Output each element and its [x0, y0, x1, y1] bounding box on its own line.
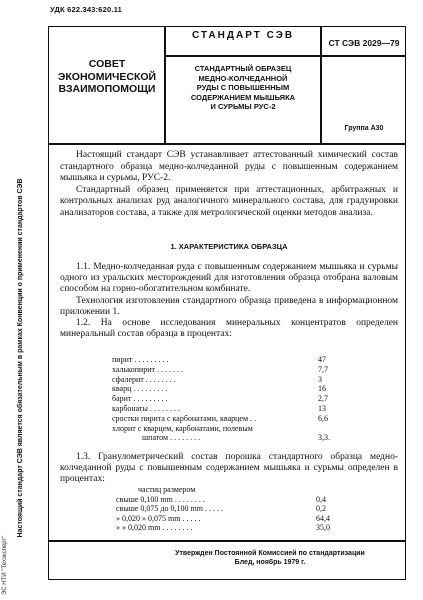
paragraph: Технология изготовления стандартного образца приведена в информационном приложении 1. — [60, 295, 398, 317]
sample-title-line: РУДЫ С ПОВЫШЕННЫМ — [196, 83, 290, 92]
header-bottom-rule — [48, 143, 406, 145]
approval-line: Блед, ноябрь 1979 г. — [234, 559, 306, 566]
mineral-name: сфалерит . . . . . . . . — [112, 374, 176, 384]
mineral-value: 16 — [318, 384, 326, 394]
mineral-value: 3 — [318, 374, 322, 384]
list-item — [112, 404, 352, 414]
list-item — [112, 365, 352, 375]
header-divider-horizontal — [164, 55, 406, 57]
mineral-value: 2,7 — [318, 394, 328, 404]
list-item — [116, 504, 366, 514]
mineral-name: шпатом . . . . . . . . — [142, 433, 201, 443]
mineral-name: барит . . . . . . . . . — [112, 394, 168, 404]
standard-title: СТАНДАРТ СЭВ — [191, 30, 295, 41]
sample-title — [168, 64, 318, 112]
mineral-value: 7,7 — [318, 364, 328, 374]
list-item — [112, 375, 352, 385]
header-divider-left — [164, 26, 166, 144]
particle-size-list — [116, 485, 366, 533]
sample-title-line: СТАНДАРТНЫЙ ОБРАЗЕЦ — [194, 64, 292, 73]
paragraph: 1.2. На основе исследования минеральных концентратов определен минеральный состав образца в процентах: — [60, 318, 398, 340]
paragraph: 1.3. Гранулометрический состав порошка стандартного образца медно-колчеданной руды с повышенным содержанием мышьяка и сурьмы определен в процентах: — [60, 452, 398, 485]
sample-title-line: МЕДНО-КОЛЧЕДАННОЙ — [198, 73, 288, 83]
fraction-value: 64,4 — [316, 513, 330, 523]
fraction-value: 0,2 — [316, 504, 326, 514]
vertical-mandatory-note-text: Настоящий стандарт СЭВ является обязательным в рамках Конвенции о применении стандартов СЭВ — [17, 178, 24, 538]
fraction-label: свыше 0,100 mm . . . . . . . . — [116, 494, 205, 504]
mineral-value: 47 — [318, 355, 326, 364]
council-name — [52, 58, 162, 96]
section1-text — [60, 262, 398, 340]
paragraph: 1.1. Медно-колчеданная руда с повышенным содержанием мышьяка и сурьмы одного из уральских месторождений для изготовления образца отобрана валовым способом на горно-обогатительном комбинате. — [60, 262, 398, 295]
mineral-value: 13 — [318, 403, 326, 413]
paragraph: Стандартный образец применяется при аттестационных, арбитражных и контрольных анализах руд аналогичного минерального состава, для градуировки анализаторов состава, а также для метрологической оценки методов анализа. — [60, 184, 398, 218]
footer-top-rule — [48, 540, 406, 542]
mineral-name: халькопирит . . . . . . . — [112, 364, 183, 374]
group-label: Группа А30 — [344, 125, 384, 132]
council-line: СОВЕТ — [88, 58, 126, 70]
fraction-label: свыше 0,075 до 0,100 mm . . . . . — [116, 504, 223, 514]
source-watermark — [0, 470, 10, 595]
udk-code: УДК 622.343:620.11 — [50, 5, 123, 14]
fraction-label: » 0,020 » 0,075 mm . . . . . — [116, 513, 201, 523]
list-header — [116, 485, 366, 495]
granulometric-text — [60, 452, 398, 486]
list-item — [112, 433, 352, 443]
list-item — [112, 384, 352, 394]
list-item — [116, 495, 366, 505]
list-item — [116, 523, 366, 533]
fraction-value: 35,0 — [316, 523, 330, 533]
mineral-name: хлорит с кварцем, карбонатами, полевым — [112, 423, 253, 433]
list-item — [112, 355, 352, 365]
source-watermark-text: ЭС НТИ "Техэксперт" — [2, 535, 8, 595]
intro-text — [60, 150, 398, 220]
mineral-name: кварц . . . . . . . . . — [112, 384, 168, 394]
list-item — [112, 424, 352, 434]
list-item — [112, 394, 352, 404]
mineral-composition-list — [112, 355, 352, 443]
paragraph: Настоящий стандарт СЭВ устанавливает аттестованный химический состав стандартного образца медно-колчеданной руды с повышенным содержанием мышьяка и сурьмы, РУС-2. — [60, 150, 398, 184]
fraction-label: » » 0,020 mm . . . . . . . . — [116, 523, 193, 533]
mineral-name: карбонаты . . . . . . . . — [112, 403, 180, 413]
fraction-value: 0,4 — [316, 494, 326, 504]
fraction-header: частиц размером — [138, 485, 196, 494]
council-line: ЭКОНОМИЧЕСКОЙ — [57, 70, 157, 83]
section-heading: 1. ХАРАКТЕРИСТИКА ОБРАЗЦА — [170, 242, 288, 251]
approval-note — [150, 549, 390, 567]
council-line: ВЗАИМОПОМОЩИ — [58, 83, 156, 95]
standard-code: СТ СЭВ 2029—79 — [328, 38, 400, 48]
mineral-name: сростки пирита с карбонатами, кварцем . . — [112, 413, 257, 423]
mineral-value: 3,3. — [318, 433, 330, 443]
list-item — [112, 414, 352, 424]
list-item — [116, 514, 366, 524]
sample-title-line: И СУРЬМЫ РУС-2 — [210, 102, 276, 111]
mineral-name: пирит . . . . . . . . . — [112, 355, 169, 364]
approval-line: Утвержден Постоянной Комиссией по стандартизации — [175, 550, 365, 557]
vertical-mandatory-note — [14, 118, 28, 598]
mineral-value: 6,6 — [318, 413, 328, 423]
sample-title-line: СОДЕРЖАНИЕМ МЫШЬЯКА — [190, 92, 296, 102]
